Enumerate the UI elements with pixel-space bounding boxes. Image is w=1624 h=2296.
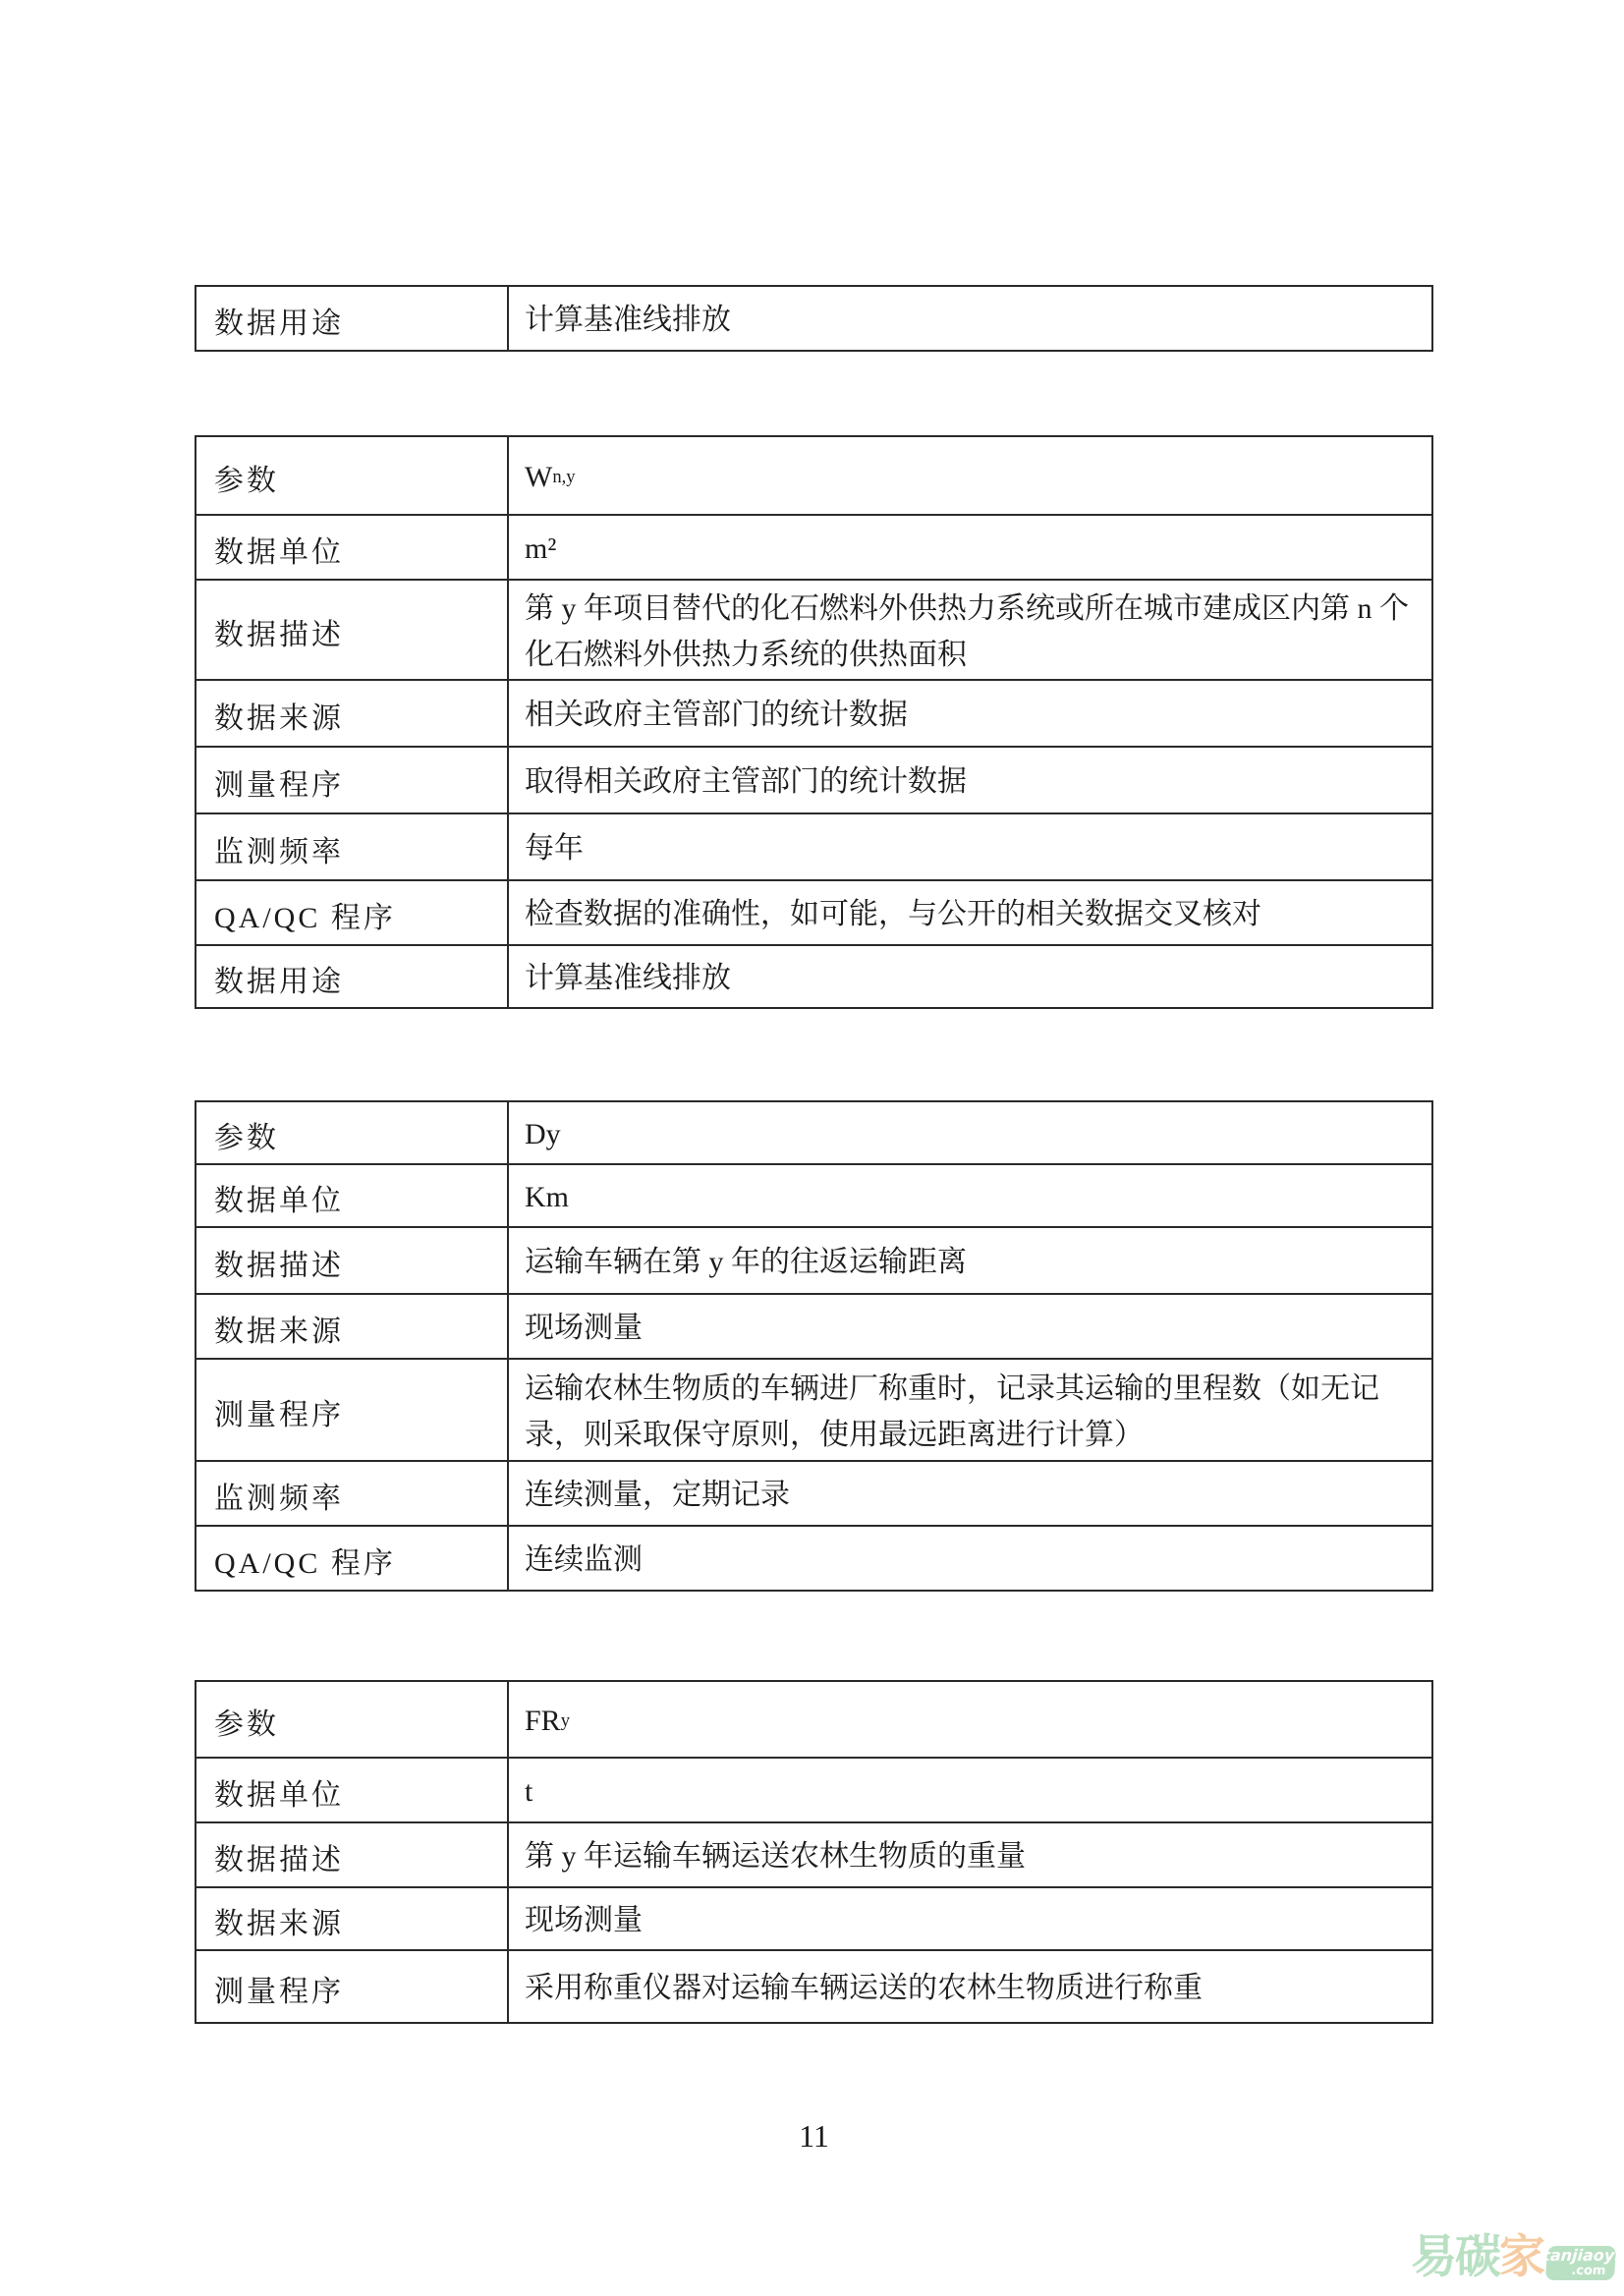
watermark-domain-name: tanjiaoyi [1541,2245,1621,2265]
row-label: 数据单位 [196,1165,509,1226]
row-value: 连续监测 [525,1543,643,1577]
table-row [196,679,1431,746]
parameter-symbol: FR [525,1705,561,1738]
row-label: 数据单位 [196,1759,509,1821]
row-value: 取得相关政府主管部门的统计数据 [525,765,967,799]
row-label: 监测频率 [196,1462,509,1525]
table-row [196,514,1431,579]
table-row [196,1886,1431,1949]
page-number: 11 [799,2118,829,2154]
row-label: 数据单位 [196,516,509,579]
watermark-domain-badge [1541,2245,1621,2280]
row-label: 参数 [196,1102,509,1163]
row-value: m² [525,532,557,566]
row-label: 数据用途 [196,287,509,350]
row-label: QA/QC 程序 [196,1527,509,1590]
watermark-char-yi: 易 [1411,2230,1455,2284]
watermark-char-jia: 家 [1499,2230,1543,2284]
row-label: 数据来源 [196,1295,509,1358]
row-label: 监测频率 [196,814,509,879]
table-row [196,287,1431,350]
watermark-char-tan: 碳 [1455,2230,1499,2284]
table-row [196,879,1431,944]
table-row [196,746,1431,812]
table-row [196,1949,1431,2022]
watermark-logo [1411,2230,1621,2284]
table-row [196,1293,1431,1358]
table-row [196,1163,1431,1226]
row-value: W n,y [509,437,1431,514]
row-value: 每年 [525,832,584,866]
table-row [196,1682,1431,1757]
row-label: 数据描述 [196,1228,509,1293]
parameter-fry-table [195,1680,1433,2024]
row-value: 计算基准线排放 [525,962,731,995]
table-row [196,1460,1431,1525]
row-label: 数据来源 [196,681,509,746]
row-value: 现场测量 [525,1312,643,1345]
row-label: 测量程序 [196,748,509,812]
row-value: FR y [509,1682,1431,1757]
table-row [196,1821,1431,1886]
table-row [196,1757,1431,1821]
watermark-domain-tld: .com [1570,2263,1606,2278]
table-row [196,1102,1431,1163]
table-row [196,579,1431,679]
row-value: Dy [525,1118,561,1151]
row-value: 计算基准线排放 [525,304,731,337]
parameter-wny-table [195,435,1433,1009]
watermark-brand-text [1411,2232,1543,2283]
data-usage-table [195,285,1433,352]
table-row [196,944,1431,1007]
row-value: 运输农林生物质的车辆进厂称重时，记录其运输的里程数（如无记录，则采取保守原则，使用最远距离进行计算） [525,1372,1379,1451]
row-label: 数据用途 [196,946,509,1007]
row-value: Km [525,1181,569,1214]
row-label: 测量程序 [196,1360,509,1460]
table-row [196,1525,1431,1590]
row-value: t [525,1775,533,1809]
table-row [196,1226,1431,1293]
row-value: 第 y 年运输车辆运送农林生物质的重量 [525,1840,1026,1874]
row-label: 测量程序 [196,1951,509,2022]
row-label: QA/QC 程序 [196,881,509,944]
row-value: 连续测量，定期记录 [525,1479,790,1512]
row-value: 运输车辆在第 y 年的往返运输距离 [525,1246,967,1279]
table-row [196,1358,1431,1460]
row-label: 数据描述 [196,581,509,679]
parameter-dy-table [195,1100,1433,1592]
table-row [196,437,1431,514]
row-label: 数据描述 [196,1823,509,1886]
row-label: 参数 [196,1682,509,1757]
row-value: 第 y 年项目替代的化石燃料外供热力系统或所在城市建成区内第 n 个化石燃料外供热力系统的供热面积 [525,591,1409,671]
row-value: 检查数据的准确性，如可能，与公开的相关数据交叉核对 [525,898,1261,931]
parameter-symbol: W [525,461,553,494]
row-value: 采用称重仪器对运输车辆运送的农林生物质进行称重 [525,1972,1203,2005]
row-value: 相关政府主管部门的统计数据 [525,699,908,732]
table-row [196,812,1431,879]
row-label: 数据来源 [196,1888,509,1949]
row-label: 参数 [196,437,509,514]
row-value: 现场测量 [525,1904,643,1937]
